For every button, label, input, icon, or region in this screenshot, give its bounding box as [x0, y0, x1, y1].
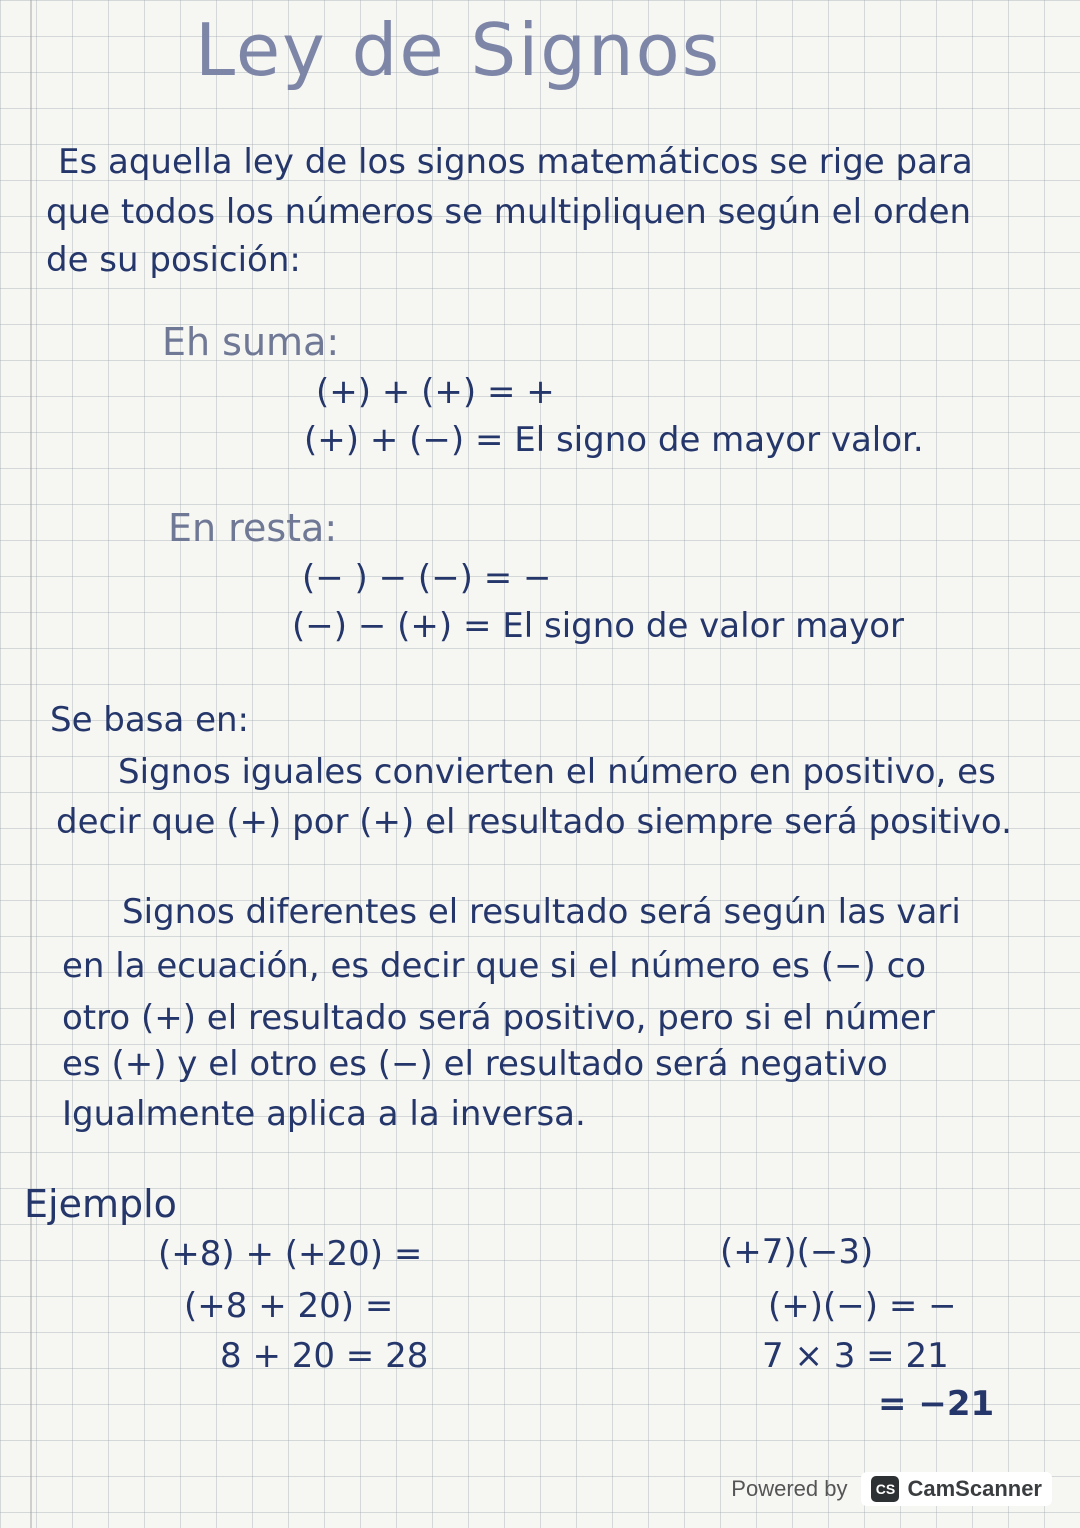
diferentes-line-4: es (+) y el otro es (−) el resultado será negativo: [62, 1044, 888, 1084]
ejemplo-right-4: = −21: [878, 1384, 995, 1424]
ejemplo-left-3: 8 + 20 = 28: [220, 1336, 429, 1376]
diferentes-line-3: otro (+) el resultado será positivo, pero si el númer: [62, 998, 935, 1038]
intro-line-3: de su posición:: [46, 240, 301, 280]
iguales-line-2: decir que (+) por (+) el resultado siempre será positivo.: [56, 802, 1012, 842]
camscanner-logo-icon: CS: [871, 1476, 899, 1502]
diferentes-line-1: Signos diferentes el resultado será según las vari: [122, 892, 961, 932]
ejemplo-right-2: (+)(−) = −: [768, 1286, 957, 1326]
intro-line-2: que todos los números se multipliquen según el orden: [46, 192, 972, 232]
camscanner-brand-name: CamScanner: [907, 1476, 1042, 1501]
suma-rule-1: (+) + (+) = +: [316, 372, 555, 412]
intro-line-1: Es aquella ley de los signos matemáticos se rige para: [58, 142, 973, 182]
iguales-line-1: Signos iguales convierten el número en positivo, es: [118, 752, 996, 792]
page-title: Ley de Signos: [195, 8, 722, 92]
resta-rule-2: (−) − (+) = El signo de valor mayor: [292, 606, 905, 646]
ejemplo-heading: Ejemplo: [24, 1182, 177, 1226]
diferentes-line-2: en la ecuación, es decir que si el número es (−) co: [62, 946, 927, 986]
diferentes-line-5: Igualmente aplica a la inversa.: [62, 1094, 586, 1134]
ejemplo-right-1: (+7)(−3): [720, 1232, 874, 1272]
camscanner-footer: [731, 1472, 1052, 1506]
resta-heading: En resta:: [168, 506, 338, 550]
basa-heading: Se basa en:: [50, 700, 250, 740]
ejemplo-left-2: (+8 + 20) =: [184, 1286, 394, 1326]
ejemplo-left-1: (+8) + (+20) =: [158, 1234, 423, 1274]
resta-rule-1: (− ) − (−) = −: [302, 558, 552, 598]
suma-heading: Eh suma:: [162, 320, 340, 364]
powered-by-text: Powered by: [731, 1476, 848, 1501]
ejemplo-right-3: 7 × 3 = 21: [762, 1336, 949, 1376]
suma-rule-2: (+) + (−) = El signo de mayor valor.: [304, 420, 924, 460]
camscanner-brand: [861, 1472, 1052, 1506]
